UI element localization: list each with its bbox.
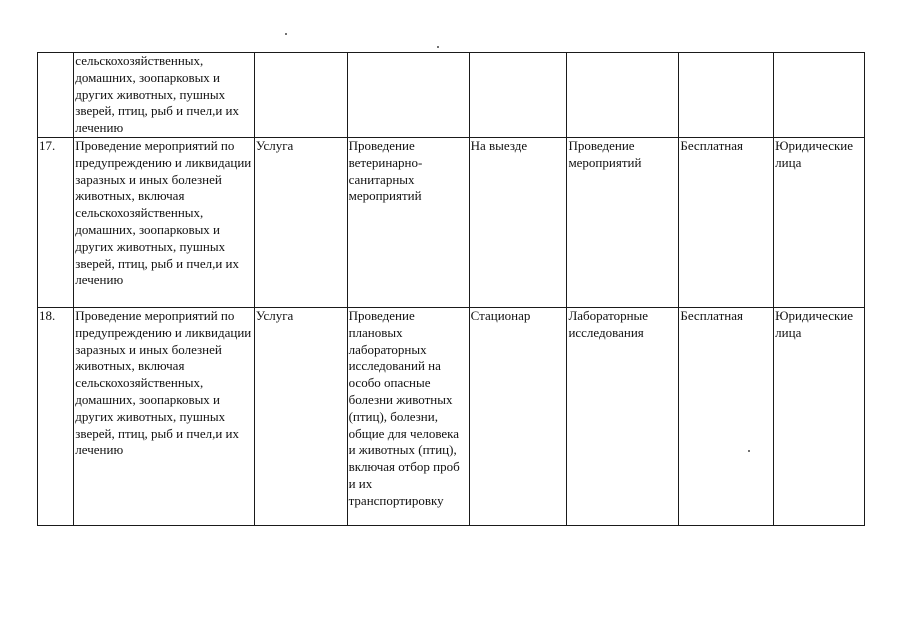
cell-service-name: Проведение мероприятий по предупреждению и ликвидации заразных и иных болезней животных, включая сельскохозяйственных, домашних, зоопарковых и других животных, пушных зверей, птиц, рыб и пчел,и их лечению: [74, 307, 255, 525]
cell-service-name: Проведение мероприятий по предупреждению и ликвидации заразных и иных болезней животных, включая сельскохозяйственных, домашних, зоопарковых и других животных, пушных зверей, птиц, рыб и пчел,и их лечению: [74, 137, 255, 307]
cell-result: Лабораторные исследования: [567, 307, 679, 525]
cell-number: 18.: [38, 307, 74, 525]
cell-type: [254, 53, 347, 138]
cell-content: Проведение плановых лабораторных исследований на особо опасные болезни животных (птиц), болезни, общие для человека и животных (птиц), включая отбор проб и их транспортировку: [347, 307, 469, 525]
cell-type: Услуга: [254, 307, 347, 525]
cell-payment: Бесплатная: [679, 137, 774, 307]
cell-form: [469, 53, 567, 138]
cell-result: [567, 53, 679, 138]
cell-consumers: [774, 53, 865, 138]
cell-form: Стационар: [469, 307, 567, 525]
table-row: [38, 307, 865, 525]
cell-payment: [679, 53, 774, 138]
table-row: [38, 53, 865, 138]
cell-number: 17.: [38, 137, 74, 307]
table-row: [38, 137, 865, 307]
cell-number: [38, 53, 74, 138]
cell-form: На выезде: [469, 137, 567, 307]
services-table: [37, 52, 865, 526]
cell-content: [347, 53, 469, 138]
cell-type: Услуга: [254, 137, 347, 307]
cell-payment: Бесплатная: [679, 307, 774, 525]
cell-consumers: Юридические лица: [774, 307, 865, 525]
cell-content: Проведение ветеринарно-санитарных мероприятий: [347, 137, 469, 307]
cell-service-name: сельскохозяйственных, домашних, зоопарковых и других животных, пушных зверей, птиц, рыб и пчел,и их лечению: [74, 53, 255, 138]
cell-consumers: Юридические лица: [774, 137, 865, 307]
scan-speck: [285, 33, 287, 35]
scan-speck: [437, 46, 439, 48]
cell-result: Проведение мероприятий: [567, 137, 679, 307]
